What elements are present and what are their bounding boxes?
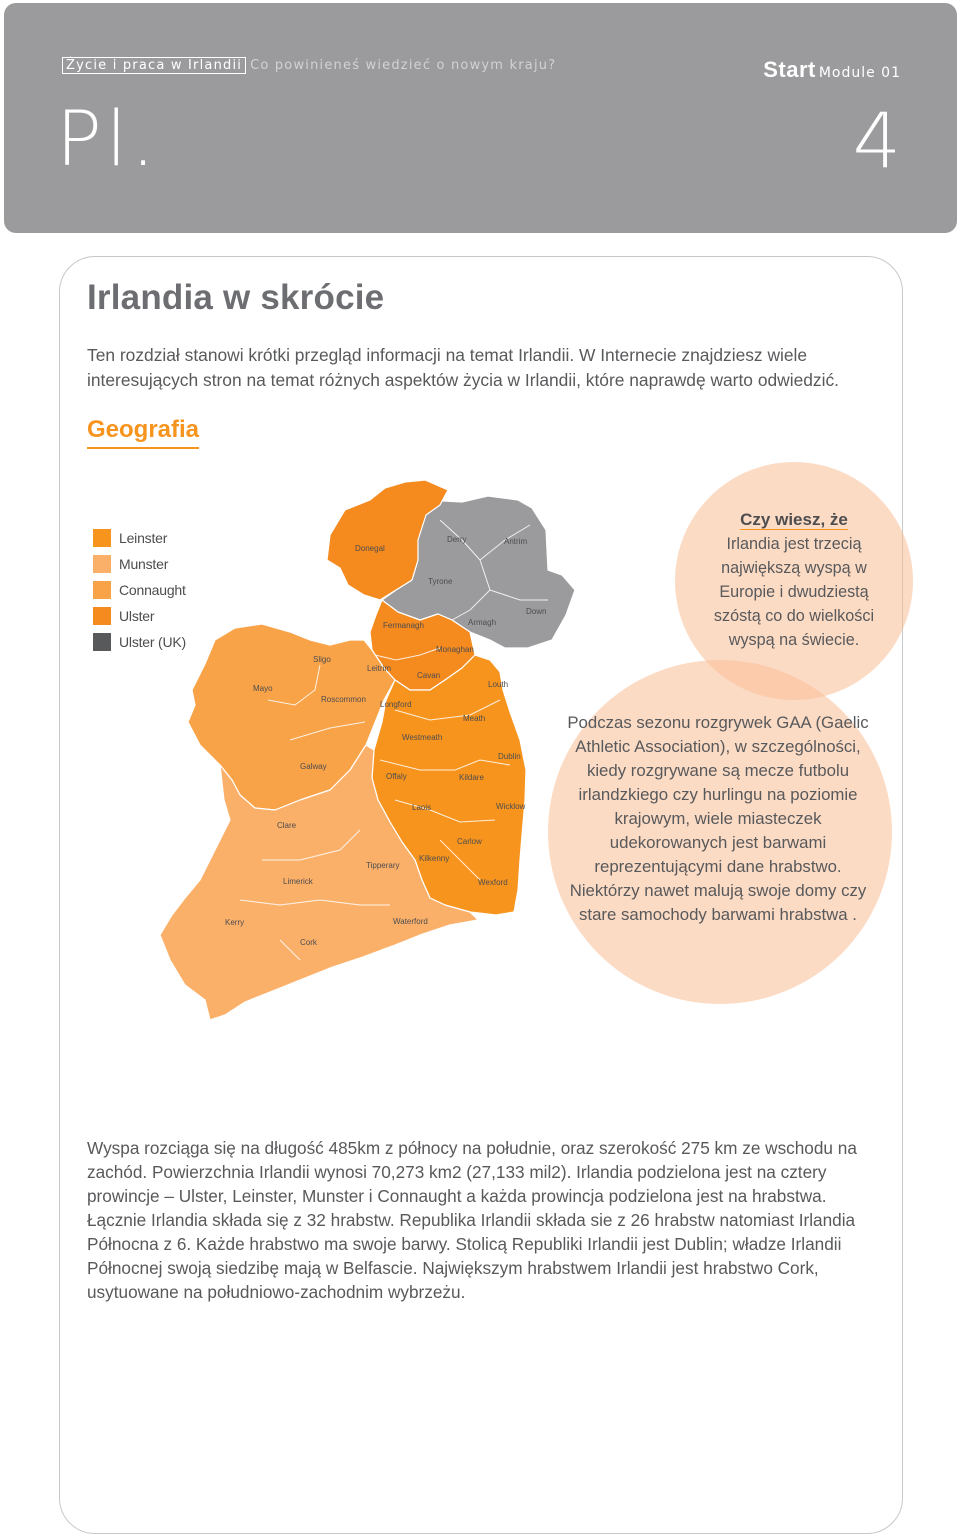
map-label: Dublin <box>498 752 521 761</box>
map-label: Fermanagh <box>383 621 424 630</box>
map-label: Tyrone <box>428 577 453 586</box>
map-label: Monaghan <box>436 645 474 654</box>
map-label: Carlow <box>457 837 482 846</box>
map-label: Offaly <box>386 772 407 781</box>
map-label: Louth <box>488 680 509 689</box>
map-label: Wexford <box>478 878 508 887</box>
gaa-bubble-text: Podczas sezonu rozgrywek GAA (Gaelic Athletic Association), w szczególności, kiedy rozgrywane są mecze futbolu irlandzkiego czy hurlingu na poziomie krajowym, wiele miasteczek udekorowanych jest barwami reprezentującymi dane hrabstwo. Niektórzy nawet malują swoje domy czy stare samochody barwami hrabstwa . <box>567 713 869 924</box>
map-label: Tipperary <box>366 861 400 870</box>
legend-swatch <box>93 607 111 625</box>
map-label: Waterford <box>393 917 428 926</box>
module-indicator <box>763 57 901 83</box>
map-label: Donegal <box>355 544 385 553</box>
legend-label: Ulster (UK) <box>119 634 187 650</box>
legend-swatch <box>93 633 111 651</box>
legend-label: Ulster <box>119 608 155 624</box>
page-header <box>4 3 957 233</box>
page-number: 4 <box>852 96 901 185</box>
map-label: Cork <box>300 938 317 947</box>
breadcrumb <box>62 58 556 73</box>
map-label: Westmeath <box>402 733 443 742</box>
legend-label: Connaught <box>119 582 186 598</box>
section-heading-geography: Geografia <box>87 416 199 449</box>
legend-label: Leinster <box>119 530 168 546</box>
fact-bubble <box>695 510 893 652</box>
map-label: Cavan <box>417 671 441 680</box>
map-label: Derry <box>447 535 467 544</box>
module-number: Module 01 <box>818 65 901 81</box>
map-label: Armagh <box>468 618 497 627</box>
map-label: Kilkenny <box>419 854 450 863</box>
map-label: Galway <box>300 762 327 771</box>
ireland-county-map <box>150 470 590 1030</box>
map-label: Kildare <box>459 773 484 782</box>
legend-label: Munster <box>119 556 169 572</box>
page-title: Irlandia w skrócie <box>87 278 385 317</box>
module-start-label: Start <box>763 57 816 82</box>
geography-paragraph: Wyspa rozciąga się na długość 485km z północy na południe, oraz szerokość 275 km ze wschodu na zachód. Powierzchnia Irlandii wynosi 70,273 km2 (27,133 mil2). Irlandia podzielona jest na cztery prowincje – Ulster, Leinster, Munster i Connaught a każda prowincja podzielona jest na hrabstwa. Łącznie Irlandia składa się z 32 hrabstw. Republika Irlandii składa sie z 26 hrabstw natomiast Irlandia Północna z 6. Każde hrabstwo ma swoje barwy. Stolicą Republiki Irlandii jest Dublin; władze Irlandii Północnej swoją siedzibę mają w Belfascie. Największym hrabstwem Irlandii jest hrabstwo Cork, usytuowane na południowo-zachodnim wybrzeżu. <box>87 1138 857 1302</box>
map-label: Laois <box>412 803 432 812</box>
intro-paragraph: Ten rozdział stanowi krótki przegląd informacji na temat Irlandii. W Internecie znajdziesz wiele interesujących stron na temat różnych aspektów życia w Irlandii, które naprawdę warto odwiedzić. <box>87 345 840 390</box>
map-label: Roscommon <box>321 695 366 704</box>
legend-swatch <box>93 529 111 547</box>
map-label: Longford <box>380 700 412 709</box>
map-label: Leitrim <box>367 664 392 673</box>
legend-swatch <box>93 555 111 573</box>
map-label: Limerick <box>283 877 313 886</box>
fact-bubble-text: Irlandia jest trzecią największą wyspą w Europie i dwudziestą szóstą co do wielkości wyspą na świecie. <box>713 535 875 649</box>
legend-swatch <box>93 581 111 599</box>
map-label: Sligo <box>313 655 331 664</box>
map-label: Meath <box>463 714 486 723</box>
language-code: Pl. <box>56 94 160 183</box>
map-label: Clare <box>277 821 297 830</box>
map-label: Mayo <box>253 684 273 693</box>
breadcrumb-subtitle: Co powinieneś wiedzieć o nowym kraju? <box>250 58 557 73</box>
map-label: Down <box>526 607 547 616</box>
map-label: Antrim <box>504 537 528 546</box>
map-label: Wicklow <box>496 802 526 811</box>
fact-bubble-title: Czy wiesz, że <box>740 510 848 529</box>
breadcrumb-section[interactable]: Życie i praca w Irlandii <box>62 57 246 74</box>
map-label: Kerry <box>225 918 245 927</box>
